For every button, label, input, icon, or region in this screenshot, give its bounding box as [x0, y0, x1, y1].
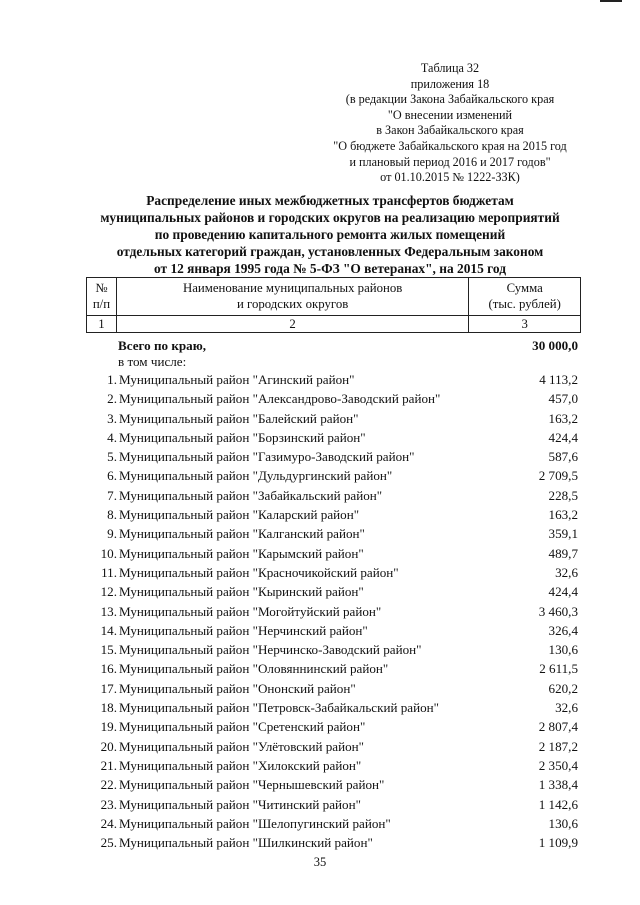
row-name: Муниципальный район "Александрово-Заводский район" — [119, 391, 441, 407]
row-number: 13. — [100, 603, 117, 619]
row-number: 8. — [107, 507, 117, 523]
total-label: Всего по краю, — [118, 338, 206, 353]
row-name: Муниципальный район "Оловяннинский район" — [119, 661, 389, 677]
table-row — [92, 544, 584, 563]
row-value: 32,6 — [555, 700, 578, 716]
row-name: Муниципальный район "Шелопугинский район" — [119, 815, 391, 831]
row-number: 12. — [100, 584, 117, 600]
row-value: 3 460,3 — [538, 603, 578, 619]
row-value: 457,0 — [548, 391, 578, 407]
header-line: в Закон Забайкальского края — [376, 123, 524, 138]
row-value: 326,4 — [548, 622, 578, 638]
table-row — [92, 698, 584, 717]
header-line: "О внесении изменений — [387, 107, 513, 122]
row-name: Муниципальный район "Нерчинско-Заводский район" — [119, 642, 422, 658]
row-name: Муниципальный район "Петровск-Забайкальский район" — [119, 700, 440, 716]
column-number: 3 — [469, 316, 581, 333]
header-line: "О бюджете Забайкальского края на 2015 год — [333, 138, 567, 153]
title-line: отдельных категорий граждан, установленных Федеральным законом — [116, 244, 544, 259]
row-value: 32,6 — [555, 564, 578, 580]
table-row — [92, 447, 584, 466]
table-row — [92, 524, 584, 543]
row-number: 4. — [107, 429, 117, 445]
title-line: от 12 января 1995 года № 5-ФЗ "О ветеранах", на 2015 год — [154, 261, 506, 276]
row-value: 1 142,6 — [538, 796, 578, 812]
column-number-row — [87, 316, 581, 333]
row-number: 24. — [100, 815, 117, 831]
row-name: Муниципальный район "Шилкинский район" — [119, 835, 373, 851]
row-value: 2 709,5 — [538, 468, 578, 484]
row-value: 489,7 — [548, 545, 578, 561]
column-header-name — [116, 278, 468, 316]
document-title — [40, 192, 620, 277]
row-value: 130,6 — [548, 642, 578, 658]
page-number: 35 — [313, 855, 327, 869]
subtotal-label: в том числе: — [118, 354, 187, 369]
table-row — [92, 640, 584, 659]
table-row — [92, 486, 584, 505]
table-row — [92, 389, 584, 408]
row-name: Муниципальный район "Хилокский район" — [119, 757, 362, 773]
table-row — [92, 505, 584, 524]
row-value: 1 338,4 — [538, 777, 578, 793]
row-value: 130,6 — [548, 815, 578, 831]
row-number: 2. — [107, 391, 117, 407]
table-row — [92, 679, 584, 698]
table-row — [92, 833, 584, 852]
header-line: приложения 18 — [410, 76, 490, 91]
table-row — [92, 602, 584, 621]
row-value: 163,2 — [548, 507, 578, 523]
row-name: Муниципальный район "Ононский район" — [119, 680, 356, 696]
data-rows — [92, 336, 584, 852]
row-name: Муниципальный район "Агинский район" — [119, 372, 355, 387]
table-row — [92, 775, 584, 794]
row-value: 4 113,2 — [539, 372, 578, 387]
row-value: 2 807,4 — [538, 719, 578, 735]
row-number: 23. — [100, 796, 117, 812]
row-name: Муниципальный район "Чернышевский район" — [119, 777, 385, 793]
table-header — [86, 277, 581, 333]
row-number: 6. — [107, 468, 117, 484]
row-number: 18. — [100, 700, 117, 716]
row-name: Муниципальный район "Борзинский район" — [119, 429, 366, 445]
header-line: и плановый период 2016 и 2017 годов" — [349, 154, 551, 169]
row-name: Муниципальный район "Карымский район" — [119, 545, 364, 561]
row-number: 17. — [100, 680, 117, 696]
column-number: 1 — [87, 316, 117, 333]
table-row — [92, 370, 584, 389]
title-line: Распределение иных межбюджетных трансфертов бюджетам — [146, 193, 514, 208]
row-number: 22. — [100, 777, 117, 793]
title-line: муниципальных районов и городских округов на реализацию мероприятий — [100, 210, 560, 225]
row-name: Муниципальный район "Улётовский район" — [119, 738, 365, 754]
row-number: 25. — [100, 835, 117, 851]
header-line: от 01.10.2015 № 1222-ЗЗК) — [380, 170, 520, 185]
header-text: п/п — [92, 296, 111, 311]
row-value: 228,5 — [548, 487, 578, 503]
column-header-number — [87, 278, 117, 316]
total-row — [92, 336, 584, 354]
row-number: 20. — [100, 738, 117, 754]
table-row — [92, 737, 584, 756]
subtotal-row — [92, 354, 584, 370]
row-value: 620,2 — [548, 680, 578, 696]
row-name: Муниципальный район "Забайкальский район" — [119, 487, 383, 503]
header-text: (тыс. рублей) — [488, 296, 561, 311]
row-number: 1. — [107, 372, 117, 387]
table-row — [92, 756, 584, 775]
row-number: 11. — [101, 564, 117, 580]
row-number: 21. — [100, 757, 117, 773]
row-number: 3. — [107, 410, 117, 426]
row-number: 5. — [107, 449, 117, 465]
row-value: 359,1 — [548, 526, 578, 542]
column-number: 2 — [116, 316, 468, 333]
title-line: по проведению капитального ремонта жилых помещений — [154, 227, 506, 242]
row-name: Муниципальный район "Калганский район" — [119, 526, 365, 542]
table-header-row — [87, 278, 581, 316]
total-value: 30 000,0 — [532, 338, 578, 353]
appendix-header — [290, 61, 610, 186]
table-row — [92, 795, 584, 814]
column-header-sum — [469, 278, 581, 316]
row-name: Муниципальный район "Газимуро-Заводский район" — [119, 449, 415, 465]
row-value: 2 350,4 — [538, 757, 578, 773]
row-name: Муниципальный район "Читинский район" — [119, 796, 361, 812]
header-line: Таблица 32 — [420, 61, 480, 75]
table-row — [92, 409, 584, 428]
row-value: 1 109,9 — [538, 835, 578, 851]
table-row — [92, 659, 584, 678]
row-number: 16. — [100, 661, 117, 677]
row-name: Муниципальный район "Нерчинский район" — [119, 622, 368, 638]
header-text: № — [95, 281, 108, 295]
table-row — [92, 717, 584, 736]
row-name: Муниципальный район "Кыринский район" — [119, 584, 364, 600]
header-text: и городских округов — [236, 296, 349, 311]
header-text: Сумма — [506, 281, 543, 295]
row-name: Муниципальный район "Балейский район" — [119, 410, 359, 426]
table-row — [92, 814, 584, 833]
row-name: Муниципальный район "Могойтуйский район" — [119, 603, 382, 619]
row-name: Муниципальный район "Сретенский район" — [119, 719, 366, 735]
row-number: 15. — [100, 642, 117, 658]
table-row — [92, 466, 584, 485]
row-number: 7. — [107, 487, 117, 503]
row-name: Муниципальный район "Дульдургинский район" — [119, 468, 393, 484]
row-number: 9. — [107, 526, 117, 542]
row-value: 163,2 — [548, 410, 578, 426]
corner-mark — [600, 0, 622, 2]
row-value: 2 187,2 — [538, 738, 578, 754]
row-value: 424,4 — [548, 429, 578, 445]
header-line: (в редакции Закона Забайкальского края — [345, 92, 555, 107]
table-row — [92, 621, 584, 640]
row-number: 19. — [100, 719, 117, 735]
row-name: Муниципальный район "Красночикойский район" — [119, 564, 399, 580]
row-value: 2 611,5 — [539, 661, 578, 677]
row-value: 587,6 — [548, 449, 578, 465]
table-row — [92, 428, 584, 447]
row-value: 424,4 — [548, 584, 578, 600]
header-text: Наименование муниципальных районов — [182, 281, 403, 295]
table-row — [92, 563, 584, 582]
row-name: Муниципальный район "Каларский район" — [119, 507, 360, 523]
row-number: 10. — [100, 545, 117, 561]
row-number: 14. — [100, 622, 117, 638]
table-row — [92, 582, 584, 601]
